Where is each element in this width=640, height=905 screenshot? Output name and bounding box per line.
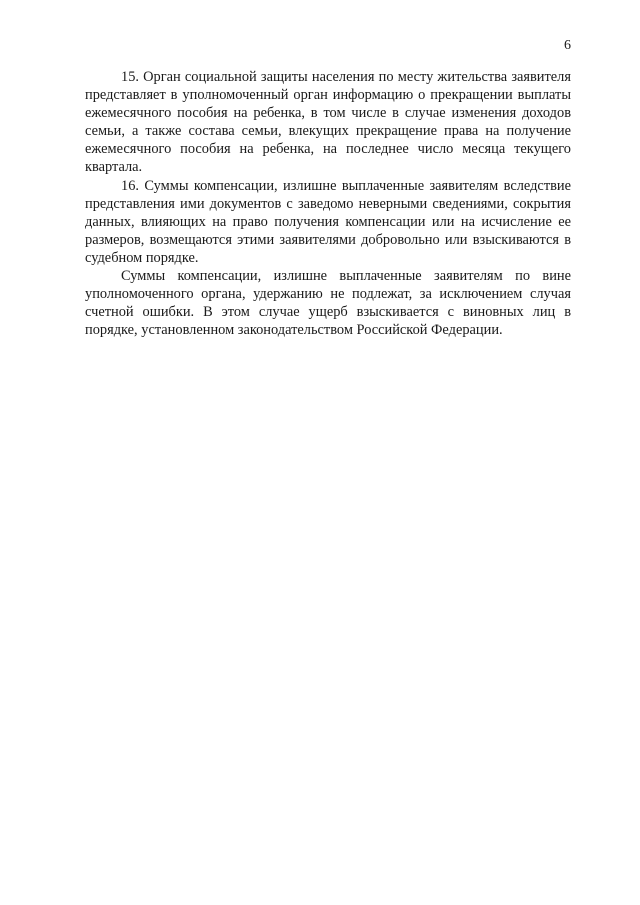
page-number: 6	[564, 38, 571, 53]
paragraph-16-continuation: Суммы компенсации, излишне выплаченные заявителям по вине уполномоченного органа, удержанию не подлежат, за исключением случая счетной ошибки. В этом случае ущерб взыскивается с виновных лиц в порядке, установленном законодательством Российской Федерации.	[85, 268, 571, 339]
paragraph-16: 16. Суммы компенсации, излишне выплаченные заявителям вследствие представления ими документов с заведомо неверными сведениями, сокрытия данных, влияющих на право получения компенсации или на исчисление ее размеров, возмещаются этими заявителями добровольно или взыскиваются в судебном порядке.	[85, 177, 571, 266]
paragraph-15: 15. Орган социальной защиты населения по месту жительства заявителя представляет в уполномоченный орган информацию о прекращении выплаты ежемесячного пособия на ребенка, в том числе в случае изменения доходов семьи, а также состава семьи, влекущих прекращение права на получение ежемесячного пособия на ребенка, на последнее число месяца текущего квартала.	[85, 69, 571, 176]
document-body	[85, 68, 571, 339]
